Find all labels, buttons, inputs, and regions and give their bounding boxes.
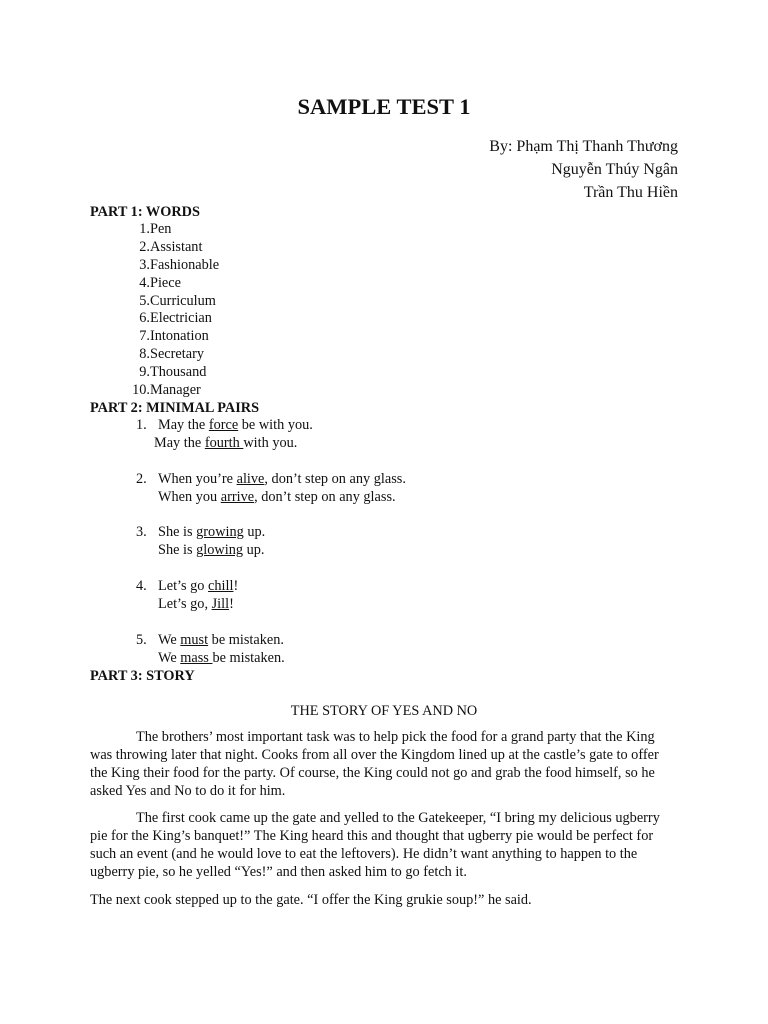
story-paragraph-3: The next cook stepped up to the gate. “I offer the King grukie soup!” he said. bbox=[90, 892, 532, 908]
sentence-text: be mistaken. bbox=[212, 649, 285, 666]
story-paragraph-1: The brothers’ most important task was to help pick the food for a grand party that the King was throwing later that night. Cooks from all over the Kingdom lined up at the castle’s gate to offer the King their food for the party. Of course, the King could not go and grab the food himself, so he asked Yes and No to do it for him. bbox=[90, 729, 659, 799]
item-number: 9. bbox=[139, 364, 150, 381]
target-word: glowing bbox=[196, 542, 244, 559]
sentence-text: She is bbox=[158, 524, 197, 541]
sentence-text: She is bbox=[158, 542, 197, 559]
sentence-text: We bbox=[158, 649, 181, 666]
sentence-text: with you. bbox=[243, 434, 298, 451]
pair-sentence-b bbox=[158, 489, 396, 507]
author-line-2: Nguyễn Thúy Ngân bbox=[551, 161, 678, 178]
item-word: Curriculum bbox=[150, 292, 216, 309]
item-word: Assistant bbox=[150, 238, 203, 255]
author-line-1: By: Phạm Thị Thanh Thương bbox=[489, 138, 678, 155]
item-number: 6. bbox=[139, 310, 150, 327]
part2-heading: PART 2: MINIMAL PAIRS bbox=[90, 400, 260, 416]
sentence-text: be with you. bbox=[238, 417, 313, 433]
target-word: mass bbox=[180, 649, 213, 666]
sentence-text: Let’s go, bbox=[158, 595, 212, 612]
authors-block bbox=[489, 135, 678, 204]
target-word: Jill bbox=[211, 595, 230, 612]
target-word: must bbox=[180, 631, 209, 648]
sentence-text: May the bbox=[154, 434, 205, 451]
target-word: alive bbox=[236, 470, 265, 487]
item-word: Piece bbox=[150, 274, 181, 291]
sentence-text: May the bbox=[158, 417, 209, 433]
target-word: force bbox=[208, 417, 239, 433]
item-word: Pen bbox=[150, 221, 172, 237]
part1-heading: PART 1: WORDS bbox=[90, 204, 200, 220]
target-word: growing bbox=[196, 524, 244, 541]
sentence-text: Let’s go bbox=[158, 578, 209, 595]
pair-sentence-b bbox=[158, 542, 264, 560]
sentence-text: up. bbox=[243, 542, 265, 559]
pair-sentence-b bbox=[154, 435, 297, 453]
sentence-text: be mistaken. bbox=[208, 631, 284, 648]
pair-sentence-a bbox=[158, 632, 284, 650]
pair-number: 5. bbox=[136, 631, 147, 648]
sentence-text: When you bbox=[158, 488, 221, 505]
pair-sentence-a bbox=[158, 417, 313, 435]
pair-number: 1. bbox=[136, 417, 147, 433]
item-number: 8. bbox=[139, 346, 150, 363]
sentence-text: , don’t step on any glass. bbox=[264, 470, 406, 487]
target-word: chill bbox=[208, 578, 234, 595]
pair-sentence-a bbox=[158, 471, 406, 489]
item-number: 10. bbox=[132, 382, 150, 399]
pair-number: 3. bbox=[136, 524, 147, 541]
item-word: Intonation bbox=[150, 328, 209, 345]
item-number: 4. bbox=[139, 274, 150, 291]
sentence-text: ! bbox=[229, 595, 234, 612]
target-word: arrive bbox=[220, 488, 255, 505]
pair-sentence-b bbox=[158, 596, 234, 614]
pair-sentence-a bbox=[158, 524, 265, 542]
part3-heading: PART 3: STORY bbox=[90, 668, 195, 684]
story-title: THE STORY OF YES AND NO bbox=[290, 703, 478, 719]
pair-number: 4. bbox=[136, 578, 147, 595]
sentence-text: , don’t step on any glass. bbox=[254, 488, 396, 505]
item-number: 3. bbox=[139, 256, 150, 273]
item-word: Manager bbox=[150, 382, 201, 399]
sentence-text: When you’re bbox=[158, 470, 237, 487]
item-number: 2. bbox=[139, 238, 150, 255]
author-line-3: Trần Thu Hiền bbox=[583, 184, 678, 201]
pair-number: 2. bbox=[136, 470, 147, 487]
item-number: 7. bbox=[139, 328, 150, 345]
story-paragraph-2: The first cook came up the gate and yelled to the Gatekeeper, “I bring my delicious ugberry pie for the King’s banquet!” The King heard this and thought that ugberry pie would be perfect for such an event (and he would love to eat the leftovers). He didn’t want anything to happen to the ugberry pie, so he yelled “Yes!” and then asked him to go fetch it. bbox=[90, 810, 660, 880]
item-word: Fashionable bbox=[150, 256, 220, 273]
pair-sentence-a bbox=[158, 578, 238, 596]
item-word: Electrician bbox=[150, 310, 212, 327]
sentence-text: ! bbox=[233, 578, 239, 595]
page-title: SAMPLE TEST 1 bbox=[297, 94, 471, 119]
item-number: 1. bbox=[139, 221, 150, 237]
item-number: 5. bbox=[139, 292, 150, 309]
target-word: fourth bbox=[204, 434, 244, 451]
item-word: Secretary bbox=[150, 346, 204, 363]
pair-sentence-b bbox=[158, 650, 285, 668]
sentence-text: up. bbox=[243, 524, 266, 541]
sentence-text: We bbox=[158, 631, 181, 648]
item-word: Thousand bbox=[150, 364, 207, 381]
